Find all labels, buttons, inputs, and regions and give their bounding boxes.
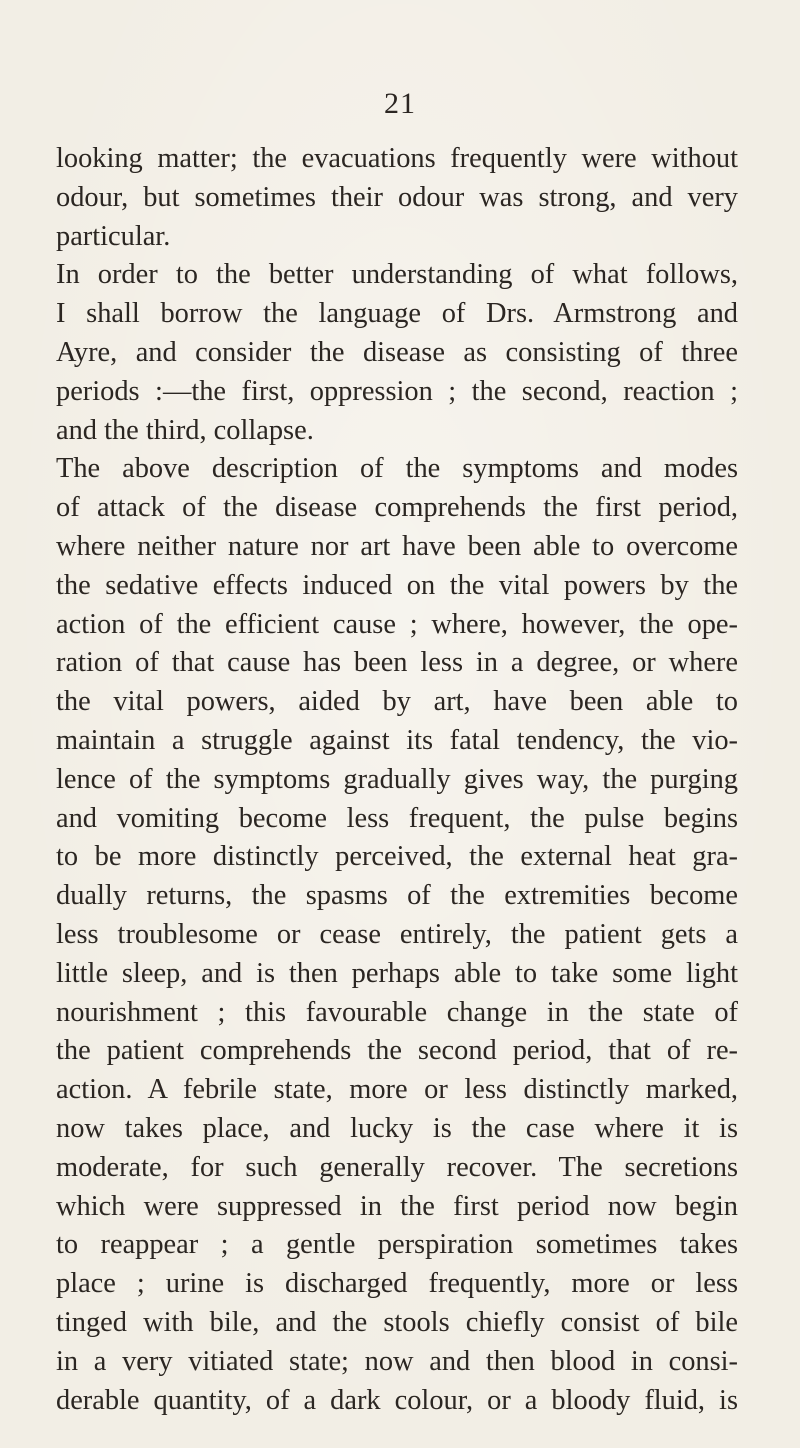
text-line: little sleep, and is then perhaps able to take some light bbox=[56, 957, 738, 989]
text-line: In order to the better understanding of what follows, bbox=[56, 259, 738, 291]
text-line: the vital powers, aided by art, have been able to bbox=[56, 686, 738, 718]
text-line: and the third, collapse. bbox=[56, 414, 314, 446]
text-line: derable quantity, of a dark colour, or a bloody fluid, is bbox=[56, 1384, 738, 1416]
text-line: to reappear ; a gentle perspiration sometimes takes bbox=[56, 1229, 738, 1261]
text-line: which were suppressed in the first period now begin bbox=[56, 1190, 738, 1222]
text-line: the sedative effects induced on the vital powers by the bbox=[56, 569, 738, 601]
text-line: less troublesome or cease entirely, the patient gets a bbox=[56, 918, 738, 950]
text-line: ration of that cause has been less in a degree, or where bbox=[56, 647, 738, 679]
text-line: moderate, for such generally recover. The secretions bbox=[56, 1151, 738, 1183]
text-line: maintain a struggle against its fatal tendency, the vio- bbox=[56, 724, 738, 756]
text-line: now takes place, and lucky is the case where it is bbox=[56, 1112, 738, 1144]
text-line: Ayre, and consider the disease as consisting of three bbox=[56, 336, 738, 368]
text-line: action of the efficient cause ; where, however, the ope- bbox=[56, 608, 738, 640]
text-line: nourishment ; this favourable change in the state of bbox=[56, 996, 738, 1028]
text-line: and vomiting become less frequent, the pulse begins bbox=[56, 802, 738, 834]
text-line: looking matter; the evacuations frequently were without bbox=[56, 143, 738, 174]
page-number: 21 bbox=[384, 87, 416, 120]
text-line: dually returns, the spasms of the extremities become bbox=[56, 880, 738, 912]
body-text bbox=[56, 140, 738, 1420]
text-line: periods :—the first, oppression ; the second, reaction ; bbox=[56, 375, 738, 407]
text-line: I shall borrow the language of Drs. Armstrong and bbox=[56, 298, 738, 330]
text-line: tinged with bile, and the stools chiefly consist of bile bbox=[56, 1306, 738, 1338]
text-line: the patient comprehends the second period, that of re- bbox=[56, 1035, 738, 1067]
text-line: lence of the symptoms gradually gives way, the purging bbox=[56, 763, 738, 795]
text-line: particular. bbox=[56, 220, 171, 252]
text-line: odour, but sometimes their odour was strong, and very bbox=[56, 181, 738, 213]
text-line: action. A febrile state, more or less distinctly marked, bbox=[56, 1074, 738, 1106]
text-line: of attack of the disease comprehends the first period, bbox=[56, 492, 738, 524]
text-line: where neither nature nor art have been able to overcome bbox=[56, 530, 738, 562]
text-line: The above description of the symptoms and modes bbox=[56, 453, 738, 485]
text-line: in a very vitiated state; now and then blood in consi- bbox=[56, 1345, 738, 1377]
text-line: place ; urine is discharged frequently, more or less bbox=[56, 1268, 738, 1300]
text-line: to be more distinctly perceived, the external heat gra- bbox=[56, 841, 738, 873]
